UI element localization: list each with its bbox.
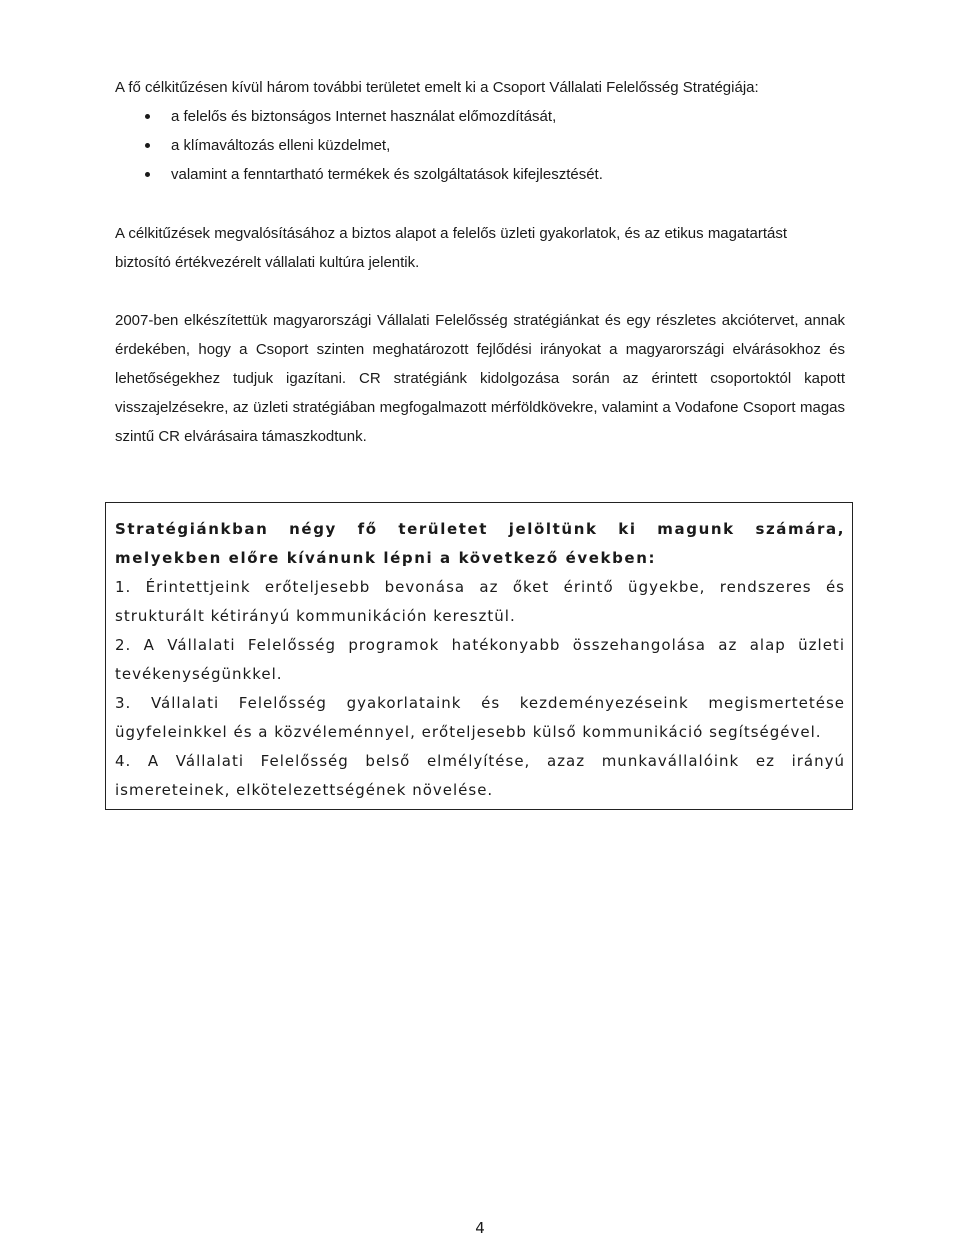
strategy-box: [105, 502, 853, 810]
list-item-text: valamint a fenntartható termékek és szolgáltatások kifejlesztését.: [171, 166, 603, 183]
strategy-2007-paragraph: [115, 306, 845, 451]
paragraph-text: 2007-ben elkészítettük magyarországi Vállalati Felelősség stratégiánkat és egy részletes akciótervet, annak érdekében, hogy a Csoport szinten meghatározott fejlődési irányokat a magyarországi elvárásokhoz és lehetőségekhez tudjuk igazítani. CR stratégiánk kidolgozása során az érintett csoportoktól kapott visszajelzésekre, az üzleti stratégiában megfogalmazott mérföldkövekre, valamint a Vodafone Csoport magas szintű CR elvárásaira támaszkodtunk.: [115, 312, 845, 445]
strategy-item-2: 2. A Vállalati Felelősség programok hatékonyabb összehangolása az alap üzleti tevékenységünkkel.: [115, 636, 845, 683]
bullet-icon: [145, 172, 150, 177]
strategy-item-1: 1. Érintettjeink erőteljesebb bevonása az őket érintő ügyekbe, rendszeres és strukturált kétirányú kommunikáción keresztül.: [115, 578, 845, 625]
strategy-box-content: [115, 515, 845, 805]
strategy-item-3: 3. Vállalati Felelősség gyakorlataink és kezdeményezéseink megismertetése ügyfeleinkkel és a közvéleménnyel, erőteljesebb külső kommunikáció segítségével.: [115, 694, 845, 741]
list-item: [115, 160, 845, 189]
paragraph-text: A célkitűzések megvalósításához a biztos alapot a felelős üzleti gyakorlatok, és az etikus magatartást biztosító értékvezérelt vállalati kultúra jelentik.: [115, 225, 788, 271]
intro-section: [115, 73, 845, 189]
list-item: [115, 102, 845, 131]
focus-area-list: [115, 102, 845, 189]
foundation-paragraph: [115, 219, 845, 277]
bullet-icon: [145, 143, 150, 148]
bullet-icon: [145, 114, 150, 119]
strategy-item-4: 4. A Vállalati Felelősség belső elmélyítése, azaz munkavállalóink ez irányú ismereteinek, elkötelezettségének növelése.: [115, 752, 845, 799]
list-item-text: a felelős és biztonságos Internet használat előmozdítását,: [171, 108, 557, 125]
strategy-heading: Stratégiánkban négy fő területet jelöltünk ki magunk számára, melyekben előre kívánunk lépni a következő években:: [115, 520, 845, 567]
list-item: [115, 131, 845, 160]
list-item-text: a klímaváltozás elleni küzdelmet,: [171, 137, 391, 154]
intro-lead: A fő célkitűzésen kívül három további területet emelt ki a Csoport Vállalati Felelősség Stratégiája:: [115, 79, 759, 96]
page-number: 4: [475, 1219, 485, 1237]
